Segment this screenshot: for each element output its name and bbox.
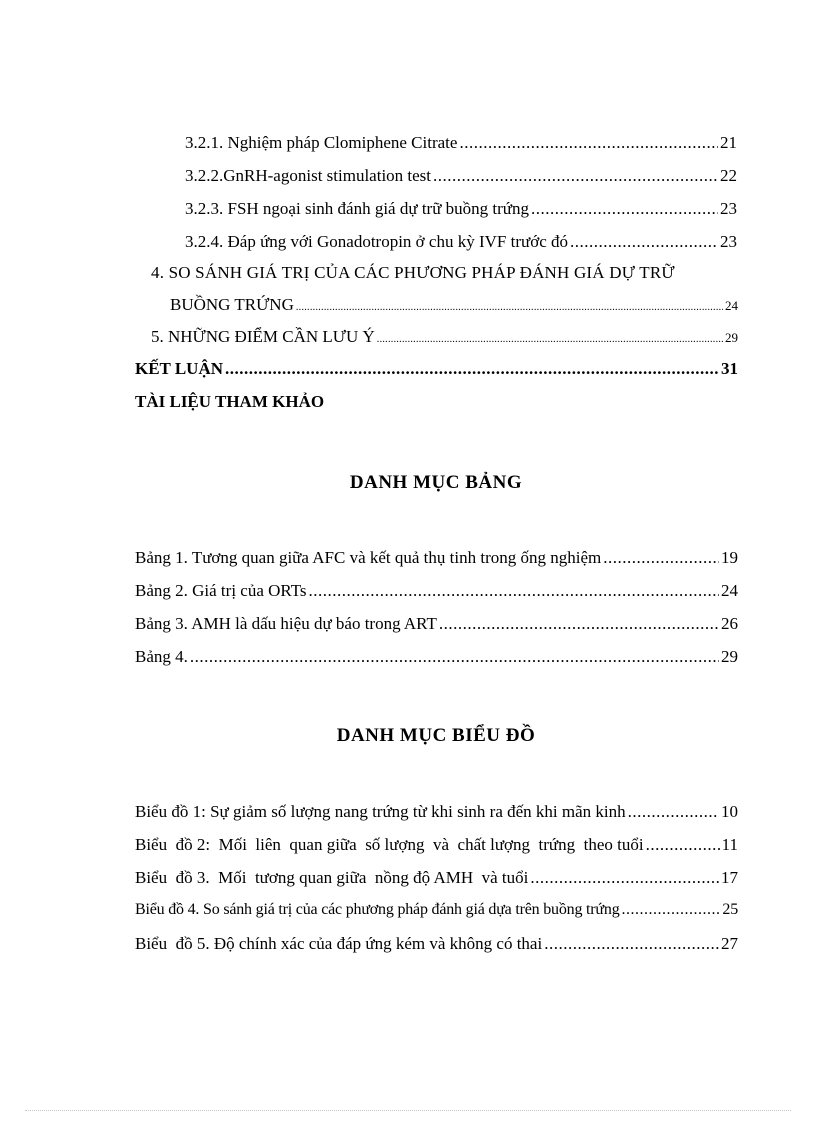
leader-dots: [309, 581, 719, 601]
leader-dots: [603, 548, 719, 568]
leader-dots: [570, 232, 718, 252]
toc-entry-text: BUỒNG TRỨNG: [170, 295, 294, 314]
leader-dots: [225, 359, 719, 379]
table-entry-page: 19: [721, 548, 738, 567]
chart-entry-text: Biểu đồ 5. Độ chính xác của đáp ứng kém và không có thai: [135, 934, 543, 953]
toc-entry-text: 3.2.3. FSH ngoại sinh đánh giá dự trữ buồng trứng: [185, 199, 530, 218]
toc-entry-page: 24: [725, 298, 738, 313]
toc-entry-page: 31: [721, 359, 738, 378]
chart-entry-page: 17: [721, 868, 738, 887]
chart-entry-page: 25: [722, 901, 738, 918]
leader-dots: [439, 614, 719, 634]
table-entry-2[interactable]: [135, 581, 738, 605]
toc-entry-5[interactable]: [151, 327, 738, 351]
toc-entry-text: TÀI LIỆU THAM KHẢO: [135, 392, 325, 411]
toc-entry-text: 3.2.1. Nghiệm pháp Clomiphene Citrate: [185, 133, 458, 152]
chart-entry-text: Biểu đồ 3. Mối tương quan giữa nồng độ AMH và tuổi: [135, 868, 529, 887]
toc-entry-conclusion[interactable]: [135, 359, 738, 383]
table-entry-3[interactable]: [135, 614, 738, 638]
toc-entry-text: KẾT LUẬN: [135, 359, 224, 378]
table-entry-page: 26: [721, 614, 738, 633]
toc-entry-4[interactable]: [151, 263, 675, 283]
toc-entry-3-2-1[interactable]: [185, 133, 737, 157]
toc-entry-text: 3.2.2.GnRH-agonist stimulation test: [185, 166, 432, 185]
leader-dots: [459, 133, 718, 153]
page-bottom-rule: [25, 1110, 791, 1111]
toc-entry-page: 29: [725, 330, 738, 345]
leader-dots: [544, 934, 719, 954]
chart-entry-page: 10: [721, 802, 738, 821]
table-entry-text: Bảng 2. Giá trị của ORTs: [135, 581, 307, 600]
chart-entry-page: 27: [721, 934, 738, 953]
leader-dots: [190, 647, 719, 667]
toc-entry-3-2-2[interactable]: [185, 166, 737, 190]
leader-dots: [296, 302, 723, 313]
chart-entry-text: Biểu đồ 2: Mối liên quan giữa số lượng và chất lượng trứng theo tuổi: [135, 835, 644, 854]
toc-entry-page: 22: [720, 166, 737, 185]
chart-entry-5[interactable]: [135, 934, 738, 958]
leader-dots: [646, 835, 720, 855]
toc-entry-references[interactable]: [135, 392, 324, 412]
charts-heading: DANH MỤC BIỂU ĐỒ: [336, 725, 536, 746]
chart-entry-2[interactable]: [135, 835, 738, 859]
leader-dots: [622, 901, 721, 919]
chart-entry-text: Biểu đồ 1: Sự giảm số lượng nang trứng từ khi sinh ra đến khi mãn kinh: [135, 802, 626, 821]
leader-dots: [377, 334, 723, 345]
table-entry-page: 24: [721, 581, 738, 600]
toc-entry-3-2-4[interactable]: [185, 232, 737, 256]
table-entry-4[interactable]: [135, 647, 738, 671]
table-entry-text: Bảng 3. AMH là dấu hiệu dự báo trong ART: [135, 614, 437, 633]
table-entry-text: Bảng 1. Tương quan giữa AFC và kết quả thụ tinh trong ống nghiệm: [135, 548, 602, 567]
toc-entry-3-2-3[interactable]: [185, 199, 737, 223]
leader-dots: [530, 868, 719, 888]
toc-entry-page: 21: [720, 133, 737, 152]
table-entry-text: Bảng 4.: [135, 647, 188, 666]
leader-dots: [628, 802, 719, 822]
toc-entry-4-continued[interactable]: [170, 295, 738, 319]
leader-dots: [433, 166, 718, 186]
table-entry-page: 29: [721, 647, 738, 666]
tables-heading: DANH MỤC BẢNG: [349, 472, 523, 493]
toc-entry-text: 3.2.4. Đáp ứng với Gonadotropin ở chu kỳ IVF trước đó: [185, 232, 568, 251]
table-entry-1[interactable]: [135, 548, 738, 572]
chart-entry-3[interactable]: [135, 868, 738, 892]
chart-entry-1[interactable]: [135, 802, 738, 826]
chart-entry-4[interactable]: [135, 901, 738, 925]
toc-entry-text: 5. NHỮNG ĐIỂM CẦN LƯU Ý: [151, 327, 375, 346]
toc-entry-page: 23: [720, 232, 737, 251]
chart-entry-page: 11: [721, 835, 738, 854]
leader-dots: [531, 199, 718, 219]
toc-entry-page: 23: [720, 199, 737, 218]
chart-entry-text: Biểu đồ 4. So sánh giá trị của các phương pháp đánh giá dựa trên buồng trứng: [135, 901, 620, 918]
toc-entry-text: 4. SO SÁNH GIÁ TRỊ CỦA CÁC PHƯƠNG PHÁP ĐÁNH GIÁ DỰ TRỮ: [151, 263, 675, 282]
